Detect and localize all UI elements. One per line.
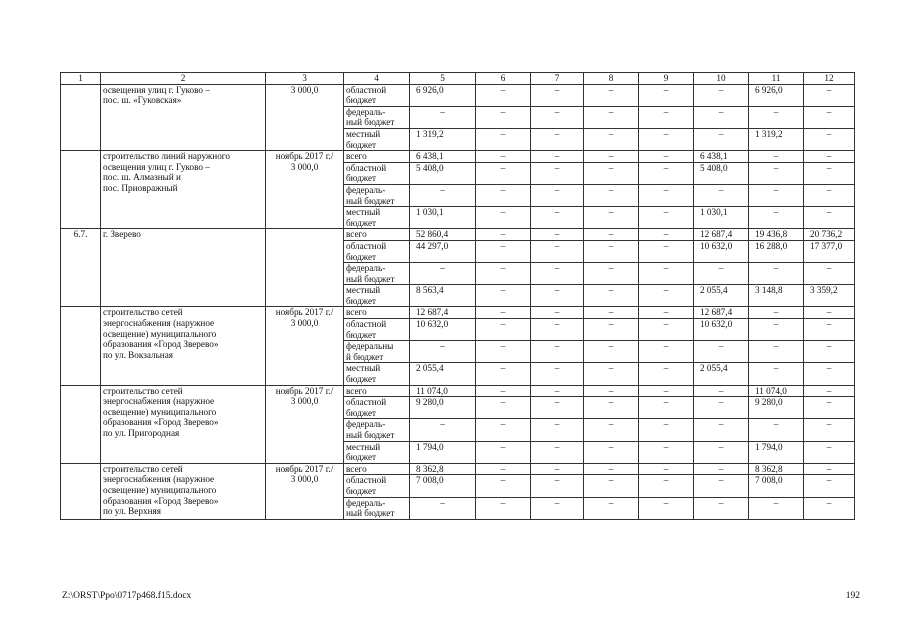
amount-cell: –	[531, 285, 584, 307]
amount-cell: –	[639, 184, 694, 206]
amount-cell: –	[804, 207, 855, 229]
amount-cell: –	[584, 263, 639, 285]
column-number-header: 1	[61, 73, 101, 85]
amount-cell: –	[749, 419, 804, 441]
amount-cell: –	[410, 497, 476, 519]
amount-cell: 1 794,0	[410, 441, 476, 463]
amount-cell: –	[694, 385, 749, 397]
amount-cell: –	[639, 263, 694, 285]
object-name-cell: г. Зверево	[101, 229, 266, 307]
amount-cell: 10 632,0	[410, 319, 476, 341]
table-row	[61, 463, 855, 475]
amount-cell: –	[639, 385, 694, 397]
amount-cell: –	[694, 463, 749, 475]
amount-cell: –	[531, 341, 584, 363]
table-row	[61, 307, 855, 319]
amount-cell: 11 074,0	[749, 385, 804, 397]
amount-cell: –	[410, 106, 476, 128]
commissioning-date-cell: ноябрь 2017 г./ 3 000,0	[266, 307, 344, 385]
amount-cell: –	[410, 263, 476, 285]
amount-cell: 5 408,0	[410, 162, 476, 184]
amount-cell: 6 438,1	[410, 151, 476, 163]
funding-source-cell: местный бюджет	[344, 441, 410, 463]
funding-source-cell: федераль- ный бюджет	[344, 497, 410, 519]
amount-cell: –	[804, 307, 855, 319]
amount-cell: 1 319,2	[410, 128, 476, 150]
item-number-cell	[61, 151, 101, 229]
amount-cell: –	[476, 162, 531, 184]
funding-source-cell: всего	[344, 151, 410, 163]
amount-cell: 2 055,4	[694, 285, 749, 307]
column-number-header: 11	[749, 73, 804, 85]
column-number-header: 3	[266, 73, 344, 85]
commissioning-date-cell	[266, 229, 344, 307]
amount-cell: –	[410, 184, 476, 206]
amount-cell: –	[804, 497, 855, 519]
amount-cell: –	[694, 441, 749, 463]
amount-cell: –	[749, 106, 804, 128]
amount-cell: 6 926,0	[749, 84, 804, 106]
column-number-header: 5	[410, 73, 476, 85]
amount-cell: –	[476, 497, 531, 519]
amount-cell: –	[639, 207, 694, 229]
amount-cell: –	[531, 240, 584, 262]
amount-cell: –	[476, 463, 531, 475]
table-row	[61, 84, 855, 106]
page-number: 192	[845, 591, 860, 601]
amount-cell: 9 280,0	[410, 397, 476, 419]
amount-cell: –	[694, 263, 749, 285]
amount-cell: –	[749, 162, 804, 184]
table-row	[61, 229, 855, 241]
amount-cell: –	[584, 397, 639, 419]
amount-cell: –	[584, 385, 639, 397]
funding-source-cell: всего	[344, 307, 410, 319]
amount-cell: 12 687,4	[694, 307, 749, 319]
amount-cell: –	[531, 363, 584, 385]
amount-cell: –	[476, 229, 531, 241]
amount-cell: –	[584, 128, 639, 150]
amount-cell: 16 288,0	[749, 240, 804, 262]
amount-cell: –	[639, 441, 694, 463]
amount-cell: –	[639, 419, 694, 441]
funding-source-cell: федераль- ный бюджет	[344, 184, 410, 206]
amount-cell: –	[476, 184, 531, 206]
amount-cell: –	[476, 151, 531, 163]
item-number-cell	[61, 385, 101, 463]
amount-cell: –	[804, 151, 855, 163]
amount-cell: 8 563,4	[410, 285, 476, 307]
amount-cell: –	[639, 319, 694, 341]
amount-cell: 10 632,0	[694, 240, 749, 262]
amount-cell: 11 074,0	[410, 385, 476, 397]
column-number-header: 10	[694, 73, 749, 85]
amount-cell: –	[531, 419, 584, 441]
amount-cell: –	[531, 84, 584, 106]
amount-cell: –	[476, 106, 531, 128]
amount-cell: –	[804, 184, 855, 206]
object-name-cell: освещения улиц г. Гуково – пос. ш. «Гуковская»	[101, 84, 266, 151]
column-number-header: 8	[584, 73, 639, 85]
amount-cell: –	[584, 497, 639, 519]
funding-source-cell: областной бюджет	[344, 162, 410, 184]
amount-cell: –	[639, 497, 694, 519]
amount-cell: –	[476, 419, 531, 441]
amount-cell: 1 319,2	[749, 128, 804, 150]
amount-cell: –	[639, 128, 694, 150]
amount-cell: 12 687,4	[410, 307, 476, 319]
header-row	[61, 73, 855, 85]
amount-cell: 6 926,0	[410, 84, 476, 106]
funding-source-cell: областной бюджет	[344, 240, 410, 262]
commissioning-date-cell: 3 000,0	[266, 84, 344, 151]
amount-cell: –	[749, 497, 804, 519]
amount-cell: –	[804, 475, 855, 497]
amount-cell: –	[584, 229, 639, 241]
column-number-header: 6	[476, 73, 531, 85]
amount-cell: –	[694, 419, 749, 441]
amount-cell: 3 359,2	[804, 285, 855, 307]
amount-cell: –	[639, 151, 694, 163]
amount-cell: 12 687,4	[694, 229, 749, 241]
item-number-cell: 6.7.	[61, 229, 101, 307]
amount-cell: –	[584, 106, 639, 128]
amount-cell: –	[476, 385, 531, 397]
amount-cell: –	[804, 419, 855, 441]
object-name-cell: строительство сетей энергоснабжения (наружное освещение) муниципального образования «Город Зверево» по ул. Верхняя	[101, 463, 266, 519]
amount-cell: 1 030,1	[694, 207, 749, 229]
amount-cell: –	[531, 497, 584, 519]
amount-cell: 20 736,2	[804, 229, 855, 241]
amount-cell: –	[804, 84, 855, 106]
funding-source-cell: местный бюджет	[344, 128, 410, 150]
amount-cell: 2 055,4	[410, 363, 476, 385]
amount-cell: –	[804, 463, 855, 475]
amount-cell: –	[584, 207, 639, 229]
item-number-cell	[61, 463, 101, 519]
amount-cell: –	[639, 475, 694, 497]
amount-cell: 10 632,0	[694, 319, 749, 341]
amount-cell: –	[749, 207, 804, 229]
amount-cell: –	[410, 341, 476, 363]
funding-source-cell: местный бюджет	[344, 363, 410, 385]
amount-cell: –	[639, 397, 694, 419]
funding-source-cell: областной бюджет	[344, 397, 410, 419]
amount-cell: –	[639, 229, 694, 241]
amount-cell: –	[476, 128, 531, 150]
amount-cell: –	[804, 363, 855, 385]
item-number-cell	[61, 84, 101, 151]
funding-source-cell: федераль- ный бюджет	[344, 263, 410, 285]
funding-source-cell: областной бюджет	[344, 475, 410, 497]
amount-cell: –	[531, 463, 584, 475]
amount-cell: –	[804, 341, 855, 363]
amount-cell: –	[639, 106, 694, 128]
amount-cell: –	[694, 341, 749, 363]
amount-cell: –	[410, 419, 476, 441]
amount-cell: –	[584, 463, 639, 475]
amount-cell: 5 408,0	[694, 162, 749, 184]
amount-cell: 52 860,4	[410, 229, 476, 241]
amount-cell: –	[531, 263, 584, 285]
amount-cell: –	[749, 184, 804, 206]
amount-cell: –	[639, 84, 694, 106]
commissioning-date-cell: ноябрь 2017 г./ 3 000,0	[266, 463, 344, 519]
amount-cell: 8 362,8	[749, 463, 804, 475]
amount-cell: –	[531, 441, 584, 463]
amount-cell: –	[694, 184, 749, 206]
commissioning-date-cell: ноябрь 2017 г./ 3 000,0	[266, 151, 344, 229]
amount-cell: –	[476, 475, 531, 497]
column-number-header: 2	[101, 73, 266, 85]
amount-cell: 3 148,8	[749, 285, 804, 307]
amount-cell: –	[476, 307, 531, 319]
funding-source-cell: федераль- ный бюджет	[344, 419, 410, 441]
amount-cell: 19 436,8	[749, 229, 804, 241]
amount-cell: –	[749, 307, 804, 319]
amount-cell: –	[584, 363, 639, 385]
amount-cell: –	[639, 463, 694, 475]
amount-cell: –	[531, 207, 584, 229]
object-name-cell: строительство линий наружного освещения улиц г. Гуково – пос. ш. Алмазный и пос. Приовражный	[101, 151, 266, 229]
amount-cell: –	[584, 162, 639, 184]
amount-cell: –	[694, 497, 749, 519]
column-number-header: 9	[639, 73, 694, 85]
funding-source-cell: федераль- ный бюджет	[344, 106, 410, 128]
amount-cell: –	[749, 363, 804, 385]
amount-cell: –	[804, 128, 855, 150]
amount-cell: –	[584, 419, 639, 441]
amount-cell: –	[476, 263, 531, 285]
funding-source-cell: всего	[344, 229, 410, 241]
amount-cell: –	[639, 162, 694, 184]
amount-cell: –	[531, 151, 584, 163]
funding-source-cell: областной бюджет	[344, 84, 410, 106]
amount-cell: –	[804, 319, 855, 341]
budget-table	[60, 72, 855, 520]
amount-cell: 2 055,4	[694, 363, 749, 385]
amount-cell: –	[749, 319, 804, 341]
amount-cell: –	[749, 341, 804, 363]
amount-cell: 6 438,1	[694, 151, 749, 163]
amount-cell: 8 362,8	[410, 463, 476, 475]
footer-file-path: Z:\ORST\Ppo\0717p468.f15.docx	[62, 591, 192, 601]
amount-cell: 7 008,0	[749, 475, 804, 497]
amount-cell: –	[694, 128, 749, 150]
column-number-header: 7	[531, 73, 584, 85]
object-name-cell: строительство сетей энергоснабжения (наружное освещение) муниципального образования «Город Зверево» по ул. Вокзальная	[101, 307, 266, 385]
amount-cell: –	[584, 307, 639, 319]
amount-cell: –	[531, 397, 584, 419]
object-name-cell: строительство сетей энергоснабжения (наружное освещение) муниципального образования «Город Зверево» по ул. Пригородная	[101, 385, 266, 463]
funding-source-cell: всего	[344, 385, 410, 397]
amount-cell: –	[531, 106, 584, 128]
amount-cell: –	[476, 84, 531, 106]
amount-cell: –	[476, 285, 531, 307]
amount-cell: 17 377,0	[804, 240, 855, 262]
amount-cell: 1 030,1	[410, 207, 476, 229]
amount-cell: –	[531, 475, 584, 497]
amount-cell: –	[639, 341, 694, 363]
amount-cell: –	[476, 397, 531, 419]
column-number-header: 12	[804, 73, 855, 85]
amount-cell: –	[694, 475, 749, 497]
amount-cell: –	[804, 106, 855, 128]
amount-cell: –	[639, 240, 694, 262]
amount-cell: –	[804, 385, 855, 397]
amount-cell: –	[531, 319, 584, 341]
amount-cell: –	[694, 84, 749, 106]
amount-cell: –	[476, 441, 531, 463]
amount-cell: –	[639, 363, 694, 385]
amount-cell: –	[639, 307, 694, 319]
amount-cell: –	[804, 162, 855, 184]
amount-cell: –	[584, 285, 639, 307]
amount-cell: –	[531, 385, 584, 397]
column-number-header: 4	[344, 73, 410, 85]
amount-cell: –	[804, 263, 855, 285]
amount-cell: –	[584, 319, 639, 341]
amount-cell: –	[476, 240, 531, 262]
amount-cell: –	[749, 151, 804, 163]
funding-source-cell: местный бюджет	[344, 285, 410, 307]
amount-cell: –	[476, 363, 531, 385]
amount-cell: –	[476, 207, 531, 229]
amount-cell: –	[476, 341, 531, 363]
amount-cell: –	[584, 184, 639, 206]
amount-cell: –	[584, 151, 639, 163]
table-row	[61, 385, 855, 397]
amount-cell: 7 008,0	[410, 475, 476, 497]
amount-cell: –	[476, 319, 531, 341]
item-number-cell	[61, 307, 101, 385]
amount-cell: –	[749, 263, 804, 285]
amount-cell: –	[694, 397, 749, 419]
funding-source-cell: федеральны й бюджет	[344, 341, 410, 363]
amount-cell: –	[531, 128, 584, 150]
amount-cell: –	[584, 475, 639, 497]
amount-cell: –	[584, 341, 639, 363]
table-row	[61, 151, 855, 163]
amount-cell: –	[804, 397, 855, 419]
amount-cell: –	[639, 285, 694, 307]
amount-cell: –	[694, 106, 749, 128]
amount-cell: –	[531, 162, 584, 184]
funding-source-cell: областной бюджет	[344, 319, 410, 341]
amount-cell: –	[584, 441, 639, 463]
amount-cell: 9 280,0	[749, 397, 804, 419]
commissioning-date-cell: ноябрь 2017 г./ 3 000,0	[266, 385, 344, 463]
amount-cell: –	[584, 240, 639, 262]
funding-source-cell: всего	[344, 463, 410, 475]
amount-cell: –	[804, 441, 855, 463]
amount-cell: 44 297,0	[410, 240, 476, 262]
amount-cell: –	[531, 307, 584, 319]
amount-cell: –	[584, 84, 639, 106]
funding-source-cell: местный бюджет	[344, 207, 410, 229]
amount-cell: –	[531, 229, 584, 241]
amount-cell: 1 794,0	[749, 441, 804, 463]
amount-cell: –	[531, 184, 584, 206]
